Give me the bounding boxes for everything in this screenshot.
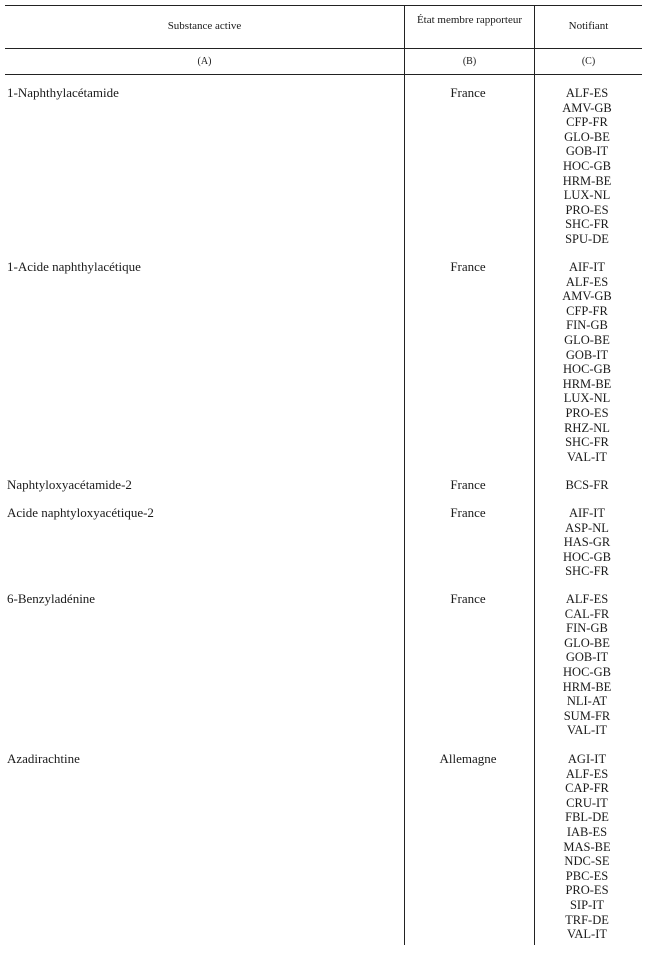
notifier: LUX-NL	[563, 188, 611, 203]
notifier: SHC-FR	[565, 435, 609, 450]
notifier: SIP-IT	[569, 897, 605, 912]
notifier: NDC-SE	[564, 854, 610, 869]
rapporteur-state: Allemagne	[439, 751, 497, 766]
notifier: FIN-GB	[566, 621, 608, 636]
header-notifiant: Notifiant	[568, 20, 609, 32]
notifier: VAL-IT	[566, 723, 608, 738]
rapporteur-state: France	[450, 591, 486, 606]
notifier: AMV-GB	[562, 289, 612, 304]
notifier: GOB-IT	[565, 144, 609, 159]
rapporteur-state: France	[450, 477, 486, 492]
notifier: LUX-NL	[563, 391, 611, 406]
notifier: TRF-DE	[565, 912, 609, 927]
notifier: NLI-AT	[566, 694, 608, 709]
substance-name: Naphtyloxyacétamide-2	[7, 477, 132, 492]
notifier: VAL-IT	[566, 449, 608, 464]
notifier-list	[534, 592, 640, 738]
notifier: CFP-FR	[566, 303, 608, 318]
subheader-a: (A)	[197, 56, 212, 67]
notifier: HRM-BE	[562, 173, 612, 188]
notifier: HOC-GB	[563, 664, 611, 679]
substance-name: Azadirachtine	[7, 751, 80, 766]
notifier: HOC-GB	[563, 158, 611, 173]
notifier: HAS-GR	[563, 535, 611, 550]
notifier: FIN-GB	[566, 318, 608, 333]
notifier: SHC-FR	[565, 564, 609, 579]
header-substance-active: Substance active	[167, 20, 242, 32]
notifier: PRO-ES	[565, 883, 609, 898]
notifier: AMV-GB	[562, 100, 612, 115]
notifier: GOB-IT	[565, 347, 609, 362]
substance-name: 1-Acide naphthylacétique	[7, 259, 141, 274]
notifier: GLO-BE	[564, 635, 610, 650]
notifier: ALF-ES	[565, 86, 609, 100]
notifier: BCS-FR	[565, 478, 609, 492]
substance-name: Acide naphtyloxyacétique-2	[7, 505, 154, 520]
notifier-list	[534, 506, 640, 579]
notifier: SPU-DE	[565, 231, 609, 246]
notifier: SHC-FR	[565, 217, 609, 232]
notifier: FBL-DE	[565, 810, 609, 825]
notifier: HOC-GB	[563, 362, 611, 377]
notifier-list	[534, 86, 640, 247]
notifier: HRM-BE	[562, 679, 612, 694]
header-etat-membre: État membre rapporteur	[416, 14, 523, 26]
notifier: PRO-ES	[565, 405, 609, 420]
notifier-list	[534, 752, 640, 942]
notifier: CAL-FR	[564, 606, 610, 621]
notifier-list	[534, 260, 640, 464]
notifier-list	[534, 478, 640, 493]
rapporteur-state: France	[450, 85, 486, 100]
notifier: SUM-FR	[563, 708, 611, 723]
notifier: GLO-BE	[564, 129, 610, 144]
rapporteur-state: France	[450, 505, 486, 520]
column-divider-a-b	[404, 5, 405, 945]
notifier: IAB-ES	[566, 824, 608, 839]
subheader-c: (C)	[581, 56, 596, 67]
notifier: CAP-FR	[565, 781, 609, 796]
notifier: VAL-IT	[566, 927, 608, 942]
notifier: AIF-IT	[568, 506, 606, 520]
notifier: HRM-BE	[562, 376, 612, 391]
notifier: ALF-ES	[565, 274, 609, 289]
notifier: HOC-GB	[563, 549, 611, 564]
notifier: GOB-IT	[565, 650, 609, 665]
rapporteur-state: France	[450, 259, 486, 274]
notifier: CRU-IT	[566, 795, 608, 810]
notifier: ALF-ES	[565, 766, 609, 781]
notifier: CFP-FR	[566, 115, 608, 130]
notifier: ALF-ES	[565, 592, 609, 606]
substance-name: 1-Naphthylacétamide	[7, 85, 119, 100]
notifier: MAS-BE	[563, 839, 611, 854]
notifier: RHZ-NL	[564, 420, 610, 435]
notifier: PBC-ES	[565, 868, 609, 883]
substance-name: 6-Benzyladénine	[7, 591, 96, 606]
header-divider	[5, 48, 642, 49]
notifier: AGI-IT	[567, 752, 607, 766]
subheader-b: (B)	[462, 56, 477, 67]
subheader-divider	[5, 74, 642, 75]
notifier: ASP-NL	[565, 520, 609, 535]
notifier: GLO-BE	[564, 332, 610, 347]
notifier: AIF-IT	[568, 260, 606, 274]
notifier: PRO-ES	[565, 202, 609, 217]
